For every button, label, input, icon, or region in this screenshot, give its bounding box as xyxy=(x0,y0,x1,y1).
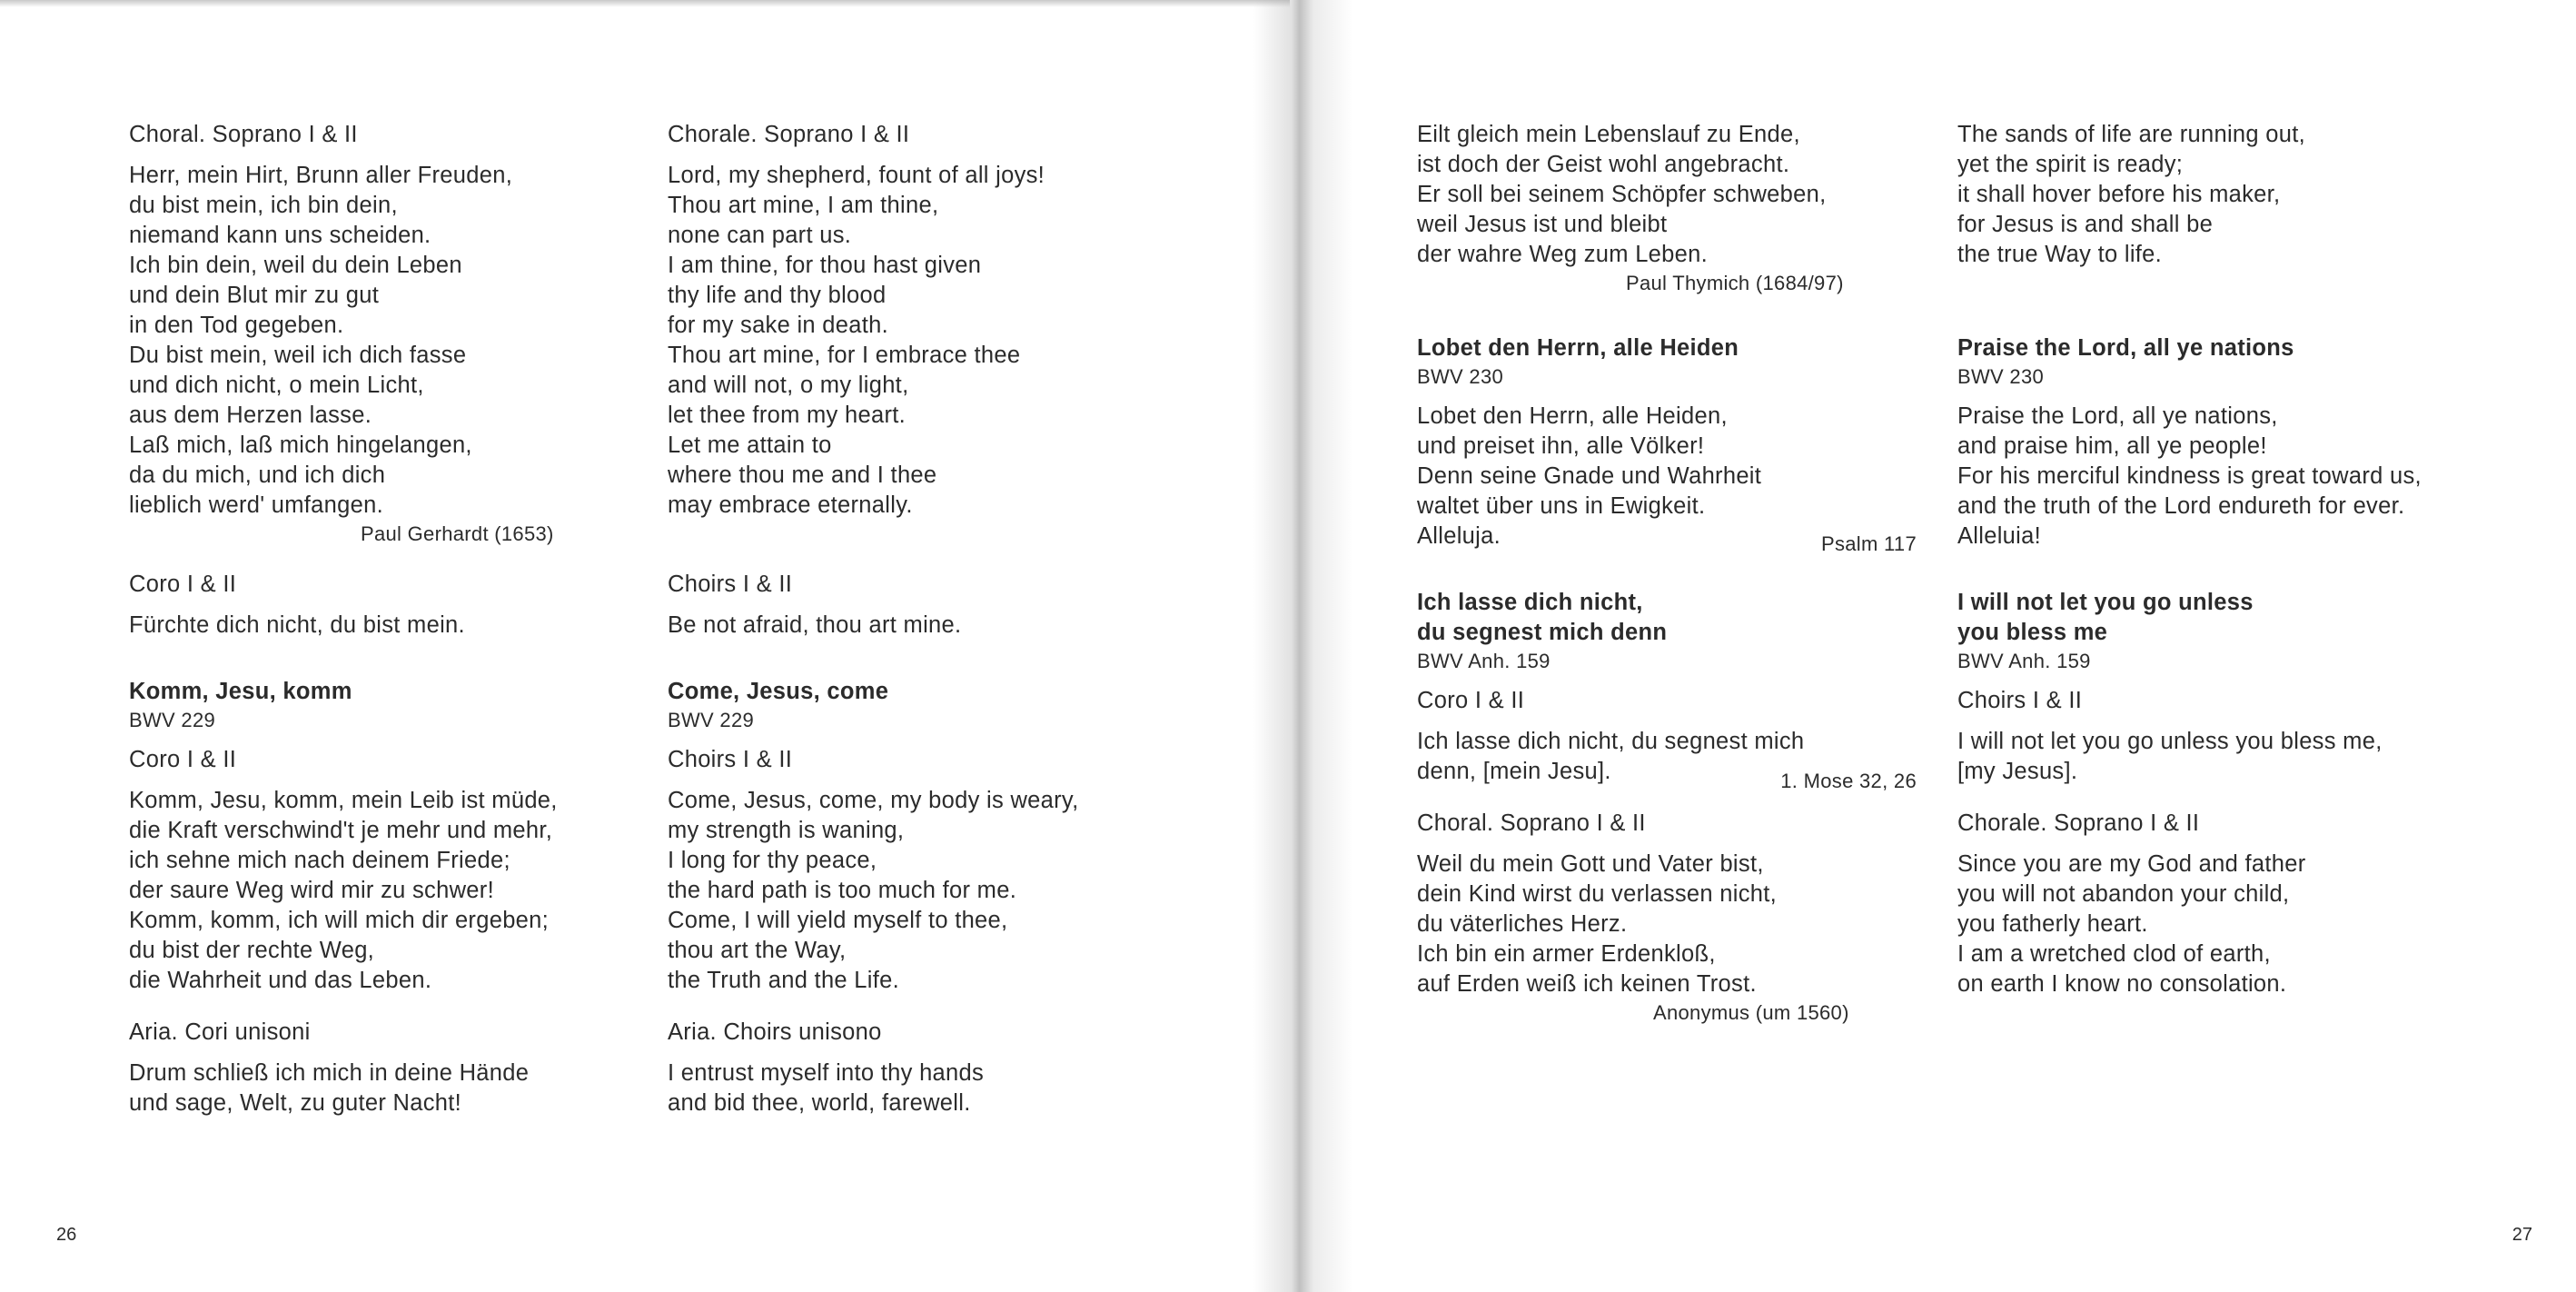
text-line: Eilt gleich mein Lebenslauf zu Ende, xyxy=(1417,122,1800,147)
text-line: und dein Blut mir zu gut xyxy=(129,283,380,308)
text-line: Laß mich, laß mich hingelangen, xyxy=(129,432,472,458)
section-title: Come, Jesus, come xyxy=(668,679,889,704)
text-line: da du mich, und ich dich xyxy=(129,462,386,488)
text-line: Komm, komm, ich will mich dir ergeben; xyxy=(129,908,550,933)
text-line: Lobet den Herrn, alle Heiden, xyxy=(1417,403,1728,429)
left-german-column xyxy=(129,120,619,1118)
text-line: dein Kind wirst du verlassen nicht, xyxy=(1417,881,1778,907)
text-line: yet the spirit is ready; xyxy=(1957,152,2184,177)
text-line: niemand kann uns scheiden. xyxy=(129,223,431,248)
text-line: and will not, o my light, xyxy=(668,373,909,398)
aria-label: Aria. Cori unisoni xyxy=(129,1019,311,1045)
text-line: I long for thy peace, xyxy=(668,848,877,873)
title-line: I will not let you go unless xyxy=(1957,590,2254,615)
text-line: auf Erden weiß ich keinen Trost. xyxy=(1417,971,1757,997)
text-line: Komm, Jesu, komm, mein Leib ist müde, xyxy=(129,788,558,813)
choral-text xyxy=(1417,850,1926,999)
lobet-text xyxy=(1417,402,1926,555)
text-line: where thou me and I thee xyxy=(668,462,937,488)
text-line: in den Tod gegeben. xyxy=(129,313,344,338)
attribution: Anonymus (um 1560) xyxy=(1653,1001,1849,1024)
text-line: du bist der rechte Weg, xyxy=(129,938,375,963)
right-english-column xyxy=(1957,120,2521,999)
coro-label: Coro I & II xyxy=(1417,688,1525,713)
text-line: ich sehne mich nach deinem Friede; xyxy=(129,848,510,873)
choral-text xyxy=(668,161,1158,521)
text-line: and praise him, all ye people! xyxy=(1957,433,2267,459)
coro-text xyxy=(129,786,619,996)
text-line: weil Jesus ist und bleibt xyxy=(1417,212,1668,237)
text-line: du bist mein, ich bin dein, xyxy=(129,193,398,218)
choral-text xyxy=(129,161,619,521)
text-line: the Truth and the Life. xyxy=(668,968,899,993)
page-number: 27 xyxy=(2512,1225,2532,1245)
text-line: aus dem Herzen lasse. xyxy=(129,403,372,428)
text-line: Herr, mein Hirt, Brunn aller Freuden, xyxy=(129,163,513,188)
section-title xyxy=(1417,588,1926,648)
attribution-spacer xyxy=(1957,270,2521,297)
text-line: und sage, Welt, zu guter Nacht! xyxy=(129,1090,462,1116)
coro-text: Be not afraid, thou art mine. xyxy=(668,612,962,638)
text-line: I am thine, for thou hast given xyxy=(668,253,982,278)
text-line: Alleluia! xyxy=(1957,523,2041,549)
text-line: Lord, my shepherd, fount of all joys! xyxy=(668,163,1045,188)
text-line: und dich nicht, o mein Licht, xyxy=(129,373,424,398)
bwv-number: BWV 230 xyxy=(1957,365,2045,388)
aria-text xyxy=(129,1058,619,1118)
text-line: for Jesus is and shall be xyxy=(1957,212,2214,237)
text-line: Come, Jesus, come, my body is weary, xyxy=(668,788,1079,813)
attribution: Paul Gerhardt (1653) xyxy=(361,522,554,545)
text-line: let thee from my heart. xyxy=(668,403,906,428)
text-line: I am a wretched clod of earth, xyxy=(1957,941,2271,967)
text-line: For his merciful kindness is great toward us, xyxy=(1957,463,2422,489)
intro-text xyxy=(1417,120,1926,270)
choral-text xyxy=(1957,850,2521,999)
text-line: and the truth of the Lord endureth for ever. xyxy=(1957,493,2405,519)
attribution-spacer xyxy=(668,521,1158,548)
text-line: for my sake in death. xyxy=(668,313,888,338)
text-line: Thou art mine, I am thine, xyxy=(668,193,939,218)
choral-label: Choral. Soprano I & II xyxy=(1417,810,1646,836)
text-line: Since you are my God and father xyxy=(1957,851,2306,877)
left-english-column xyxy=(668,120,1158,1118)
choral-label: Choral. Soprano I & II xyxy=(129,122,358,147)
text-line: you will not abandon your child, xyxy=(1957,881,2290,907)
text-line: and bid thee, world, farewell. xyxy=(668,1090,971,1116)
text-line: none can part us. xyxy=(668,223,852,248)
right-page xyxy=(1290,0,2576,1292)
coro-text xyxy=(668,786,1158,996)
text-line: Thou art mine, for I embrace thee xyxy=(668,343,1021,368)
text-line: The sands of life are running out, xyxy=(1957,122,2306,147)
aria-label: Aria. Choirs unisono xyxy=(668,1019,882,1045)
bwv-number: BWV 229 xyxy=(668,709,755,731)
text-line: I will not let you go unless you bless me, xyxy=(1957,729,2383,754)
text-line: may embrace eternally. xyxy=(668,492,913,518)
text-line: denn, [mein Jesu]. xyxy=(1417,759,1611,784)
text-line: Denn seine Gnade und Wahrheit xyxy=(1417,463,1762,489)
section-title: Lobet den Herrn, alle Heiden xyxy=(1417,335,1739,361)
text-line: lieblich werd' umfangen. xyxy=(129,492,383,518)
text-line: my strength is waning, xyxy=(668,818,905,843)
coro-text xyxy=(1957,727,2521,787)
text-line: und preiset ihn, alle Völker! xyxy=(1417,433,1705,459)
coro-label: Choirs I & II xyxy=(668,571,793,597)
text-line: Praise the Lord, all ye nations, xyxy=(1957,403,2278,429)
bwv-number: BWV 229 xyxy=(129,709,216,731)
text-line: it shall hover before his maker, xyxy=(1957,182,2281,207)
text-line: ist doch der Geist wohl angebracht. xyxy=(1417,152,1790,177)
text-line: thou art the Way, xyxy=(668,938,847,963)
text-line: die Wahrheit und das Leben. xyxy=(129,968,432,993)
choral-label: Chorale. Soprano I & II xyxy=(1957,810,2200,836)
section-title: Praise the Lord, all ye nations xyxy=(1957,335,2294,361)
text-line: Alleluja. xyxy=(1417,523,1501,549)
coro-label: Coro I & II xyxy=(129,747,237,772)
text-line: der wahre Weg zum Leben. xyxy=(1417,242,1708,267)
text-line: on earth I know no consolation. xyxy=(1957,971,2287,997)
coro-text xyxy=(1417,727,1926,792)
text-line: Drum schließ ich mich in deine Hände xyxy=(129,1060,530,1086)
text-line: the hard path is too much for me. xyxy=(668,878,1017,903)
coro-label: Coro I & II xyxy=(129,571,237,597)
section-title: Komm, Jesu, komm xyxy=(129,679,352,704)
right-german-column xyxy=(1417,120,1926,1027)
text-line: du väterliches Herz. xyxy=(1417,911,1628,937)
bwv-number: BWV 230 xyxy=(1417,365,1504,388)
page-number: 26 xyxy=(56,1225,77,1245)
attribution: Paul Thymich (1684/97) xyxy=(1626,272,1844,294)
text-line: you fatherly heart. xyxy=(1957,911,2148,937)
title-line: you bless me xyxy=(1957,620,2108,645)
bwv-number: BWV Anh. 159 xyxy=(1417,650,1551,672)
aria-text xyxy=(668,1058,1158,1118)
attribution: Psalm 117 xyxy=(1820,532,1917,555)
text-line: Come, I will yield myself to thee, xyxy=(668,908,1008,933)
title-line: Ich lasse dich nicht, xyxy=(1417,590,1643,615)
text-line: Ich bin dein, weil du dein Leben xyxy=(129,253,462,278)
text-line: die Kraft verschwind't je mehr und mehr, xyxy=(129,818,553,843)
text-line: Ich bin ein armer Erdenkloß, xyxy=(1417,941,1716,967)
text-line: waltet über uns in Ewigkeit. xyxy=(1417,493,1706,519)
top-edge-shadow xyxy=(0,0,1290,7)
choral-label: Chorale. Soprano I & II xyxy=(668,122,910,147)
section-title xyxy=(1957,588,2521,648)
text-line: Ich lasse dich nicht, du segnest mich xyxy=(1417,729,1805,754)
attribution: 1. Mose 32, 26 xyxy=(1780,770,1917,792)
lobet-text xyxy=(1957,402,2521,552)
coro-text: Fürchte dich nicht, du bist mein. xyxy=(129,612,465,638)
coro-label: Choirs I & II xyxy=(1957,688,2083,713)
coro-label: Choirs I & II xyxy=(668,747,793,772)
intro-text xyxy=(1957,120,2521,270)
text-line: Weil du mein Gott und Vater bist, xyxy=(1417,851,1764,877)
title-line: du segnest mich denn xyxy=(1417,620,1668,645)
text-line: Let me attain to xyxy=(668,432,832,458)
text-line: thy life and thy blood xyxy=(668,283,887,308)
text-line: I entrust myself into thy hands xyxy=(668,1060,985,1086)
text-line: Du bist mein, weil ich dich fasse xyxy=(129,343,467,368)
bwv-number: BWV Anh. 159 xyxy=(1957,650,2091,672)
text-line: the true Way to life. xyxy=(1957,242,2163,267)
text-line: Er soll bei seinem Schöpfer schweben, xyxy=(1417,182,1827,207)
book-gutter-shadow xyxy=(1253,0,1353,1292)
text-line: [my Jesus]. xyxy=(1957,759,2078,784)
text-line: der saure Weg wird mir zu schwer! xyxy=(129,878,494,903)
